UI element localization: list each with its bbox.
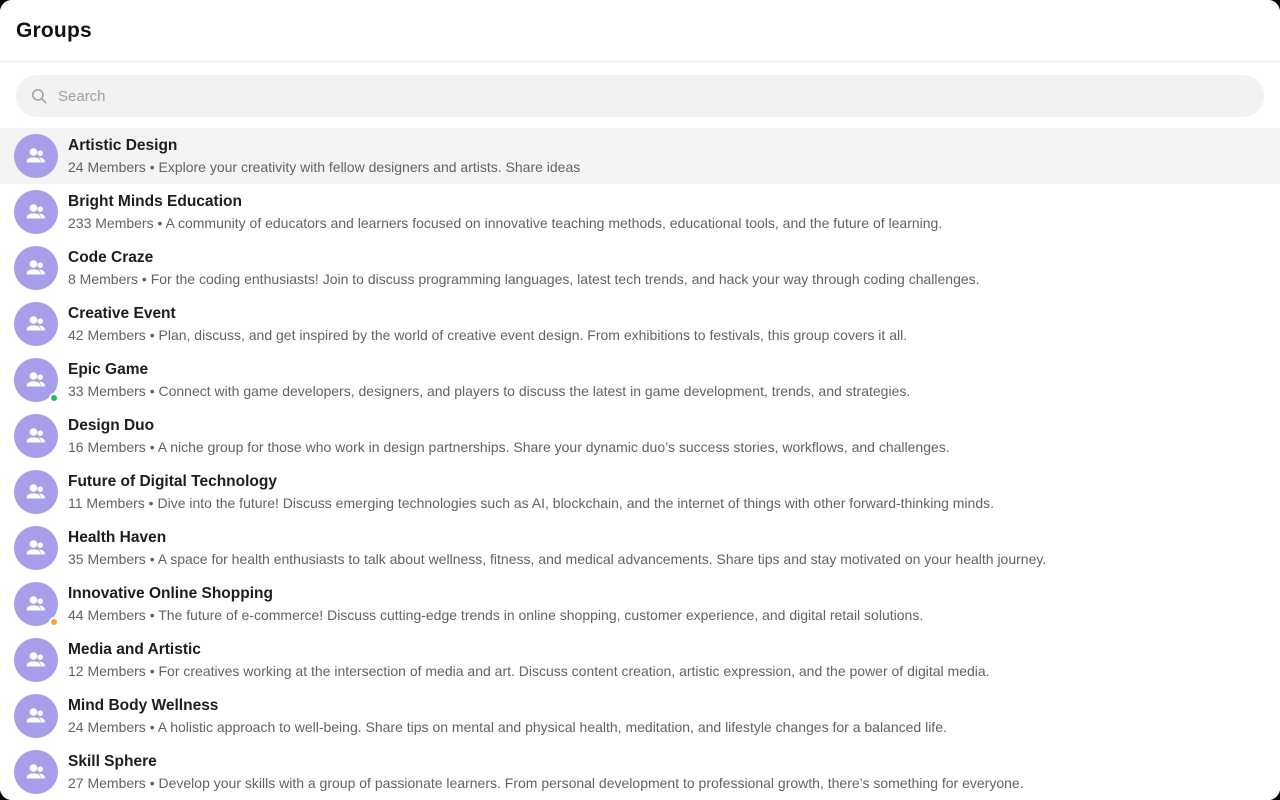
group-subtitle — [68, 662, 990, 680]
group-avatar-icon — [23, 535, 49, 561]
group-subtitle — [68, 494, 994, 512]
subtitle-separator: • — [149, 158, 155, 175]
group-subtitle — [68, 158, 580, 176]
group-texts — [68, 360, 910, 400]
group-avatar-icon — [23, 143, 49, 169]
subtitle-separator: • — [149, 438, 155, 455]
member-count: 27 Members — [68, 774, 146, 791]
member-count: 33 Members — [68, 382, 146, 399]
group-list-item[interactable] — [0, 352, 1280, 408]
avatar — [14, 470, 58, 514]
group-description: For the coding enthusiasts! Join to discuss programming languages, latest tech trends, and hack your way through coding challenges. — [150, 270, 980, 287]
group-texts — [68, 640, 990, 680]
group-name: Creative Event — [68, 305, 176, 323]
avatar — [14, 302, 58, 346]
avatar — [14, 750, 58, 794]
group-texts — [68, 136, 580, 176]
member-count: 16 Members — [68, 438, 146, 455]
avatar — [14, 358, 58, 402]
group-name: Media and Artistic — [68, 641, 201, 659]
status-dot — [49, 393, 59, 403]
member-count: 233 Members — [68, 214, 154, 231]
group-name: Code Craze — [68, 249, 154, 267]
subtitle-separator: • — [149, 774, 155, 791]
group-list-item[interactable] — [0, 296, 1280, 352]
group-subtitle — [68, 774, 1024, 792]
group-description: Explore your creativity with fellow designers and artists. Share ideas — [158, 158, 581, 175]
group-list-item[interactable] — [0, 240, 1280, 296]
group-description: The future of e-commerce! Discuss cutting-edge trends in online shopping, customer experience, and digital retail solutions. — [158, 606, 924, 623]
avatar — [14, 638, 58, 682]
group-name: Health Haven — [68, 529, 167, 547]
group-list-item[interactable] — [0, 408, 1280, 464]
member-count: 24 Members — [68, 158, 146, 175]
group-list-item[interactable] — [0, 184, 1280, 240]
group-subtitle — [68, 270, 980, 288]
group-description: A holistic approach to well-being. Share tips on mental and physical health, meditation, and lifestyle changes for a balanced life. — [157, 718, 947, 735]
member-count: 8 Members — [68, 270, 139, 287]
page-title: Groups — [16, 18, 92, 42]
avatar — [14, 134, 58, 178]
search-bar[interactable] — [16, 75, 1264, 117]
group-texts — [68, 472, 994, 512]
member-count: 44 Members — [68, 606, 146, 623]
member-count: 35 Members — [68, 550, 146, 567]
group-list-item[interactable] — [0, 744, 1280, 800]
group-description: For creatives working at the intersection of media and art. Discuss content creation, artistic expression, and the power of digital media. — [158, 662, 990, 679]
group-list-item[interactable] — [0, 632, 1280, 688]
group-name: Design Duo — [68, 417, 155, 435]
member-count: 24 Members — [68, 718, 146, 735]
subtitle-separator: • — [149, 550, 155, 567]
group-name: Epic Game — [68, 361, 149, 379]
search-input[interactable] — [58, 88, 1250, 105]
avatar — [14, 190, 58, 234]
group-texts — [68, 696, 947, 736]
subtitle-separator: • — [148, 494, 154, 511]
group-description: A community of educators and learners focused on innovative teaching methods, educational tools, and the future of learning. — [165, 214, 943, 231]
avatar — [14, 526, 58, 570]
group-description: A niche group for those who work in design partnerships. Share your dynamic duo’s success stories, workflows, and challenges. — [157, 438, 950, 455]
group-avatar-icon — [23, 703, 49, 729]
member-count: 42 Members — [68, 326, 146, 343]
group-list-item[interactable] — [0, 520, 1280, 576]
group-description: Dive into the future! Discuss emerging technologies such as AI, blockchain, and the internet of things with other forward-thinking minds. — [157, 494, 995, 511]
group-texts — [68, 752, 1024, 792]
group-texts — [68, 304, 907, 344]
group-texts — [68, 584, 923, 624]
group-list-item[interactable] — [0, 128, 1280, 184]
group-name: Mind Body Wellness — [68, 697, 219, 715]
group-avatar-icon — [23, 479, 49, 505]
group-subtitle — [68, 718, 947, 736]
group-list-item[interactable] — [0, 688, 1280, 744]
group-list — [0, 128, 1280, 800]
group-subtitle — [68, 326, 907, 344]
group-subtitle — [68, 550, 1046, 568]
group-subtitle — [68, 438, 950, 456]
subtitle-separator: • — [157, 214, 163, 231]
avatar — [14, 414, 58, 458]
group-texts — [68, 416, 950, 456]
member-count: 11 Members — [68, 494, 145, 511]
group-name: Skill Sphere — [68, 753, 157, 771]
group-name: Future of Digital Technology — [68, 473, 277, 491]
search-area — [0, 62, 1280, 128]
group-subtitle — [68, 382, 910, 400]
group-texts — [68, 248, 980, 288]
group-subtitle — [68, 606, 923, 624]
avatar — [14, 694, 58, 738]
group-avatar-icon — [23, 367, 49, 393]
search-icon — [30, 87, 48, 105]
group-avatar-icon — [23, 591, 49, 617]
subtitle-separator: • — [141, 270, 147, 287]
group-description: Develop your skills with a group of passionate learners. From personal development to professional growth, there’s something for everyone. — [158, 774, 1024, 791]
group-description: A space for health enthusiasts to talk about wellness, fitness, and medical advancements. Share tips and stay motivated on your health journey. — [157, 550, 1047, 567]
group-texts — [68, 192, 942, 232]
member-count: 12 Members — [68, 662, 146, 679]
group-subtitle — [68, 214, 942, 232]
subtitle-separator: • — [149, 382, 155, 399]
subtitle-separator: • — [149, 718, 155, 735]
avatar — [14, 246, 58, 290]
group-texts — [68, 528, 1046, 568]
group-list-item[interactable] — [0, 464, 1280, 520]
subtitle-separator: • — [149, 662, 155, 679]
avatar — [14, 582, 58, 626]
group-avatar-icon — [23, 423, 49, 449]
group-name: Innovative Online Shopping — [68, 585, 273, 603]
group-name: Artistic Design — [68, 137, 178, 155]
group-avatar-icon — [23, 647, 49, 673]
group-list-item[interactable] — [0, 576, 1280, 632]
subtitle-separator: • — [149, 606, 155, 623]
group-avatar-icon — [23, 311, 49, 337]
group-description: Plan, discuss, and get inspired by the world of creative event design. From exhibitions to festivals, this group covers it all. — [158, 326, 908, 343]
subtitle-separator: • — [149, 326, 155, 343]
group-description: Connect with game developers, designers, and players to discuss the latest in game development, trends, and strategies. — [158, 382, 911, 399]
group-avatar-icon — [23, 255, 49, 281]
group-avatar-icon — [23, 199, 49, 225]
page-header — [0, 0, 1280, 62]
group-avatar-icon — [23, 759, 49, 785]
group-name: Bright Minds Education — [68, 193, 242, 211]
status-dot — [49, 617, 59, 627]
